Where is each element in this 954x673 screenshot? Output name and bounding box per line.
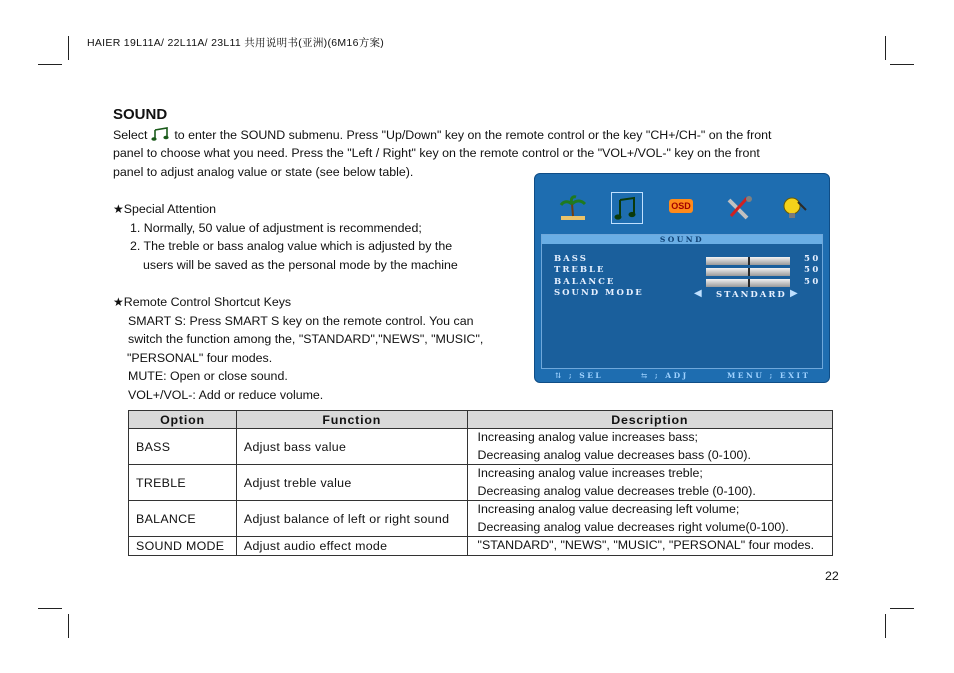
table-header-description: Description (467, 411, 832, 429)
description-line: Decreasing analog value decreases right volume(0-100). (477, 519, 789, 534)
function-cell: Adjust treble value (236, 465, 467, 501)
table-row (129, 537, 833, 556)
table-header-option: Option (129, 411, 237, 429)
osd-mode-value: STANDARD (716, 290, 787, 300)
sound-options-table (128, 410, 833, 556)
function-cell: Adjust bass value (236, 429, 467, 465)
left-right-arrows-icon: ⇆ (641, 371, 655, 380)
shortcut-line-1: SMART S: Press SMART S key on the remote control. You can (128, 313, 474, 328)
osd-row-bass: BASS (554, 254, 588, 264)
osd-footer-sel-label: ; SEL (568, 371, 604, 380)
attention-heading: Special Attention (123, 202, 217, 216)
function-cell: Adjust balance of left or right sound (236, 501, 467, 537)
crop-mark (38, 64, 62, 65)
osd-bass-value: 50 (804, 254, 821, 264)
osd-sound-submenu (541, 234, 823, 369)
description-line: Increasing analog value decreasing left volume; (477, 502, 740, 516)
special-attention (113, 200, 458, 274)
attention-item-2a: 2. The treble or bass analog value which is adjusted by the (130, 239, 453, 254)
osd-settings-icon (669, 192, 701, 224)
crop-mark (68, 614, 69, 638)
attention-item-1: 1. Normally, 50 value of adjustment is recommended; (130, 220, 422, 235)
table-header-row (129, 411, 833, 429)
osd-treble-value: 50 (804, 265, 821, 276)
slider-marker (748, 257, 750, 265)
intro-line-3: panel to adjust analog value or state (see below table). (113, 164, 414, 179)
crop-mark (890, 608, 914, 609)
page-number: 22 (825, 569, 839, 583)
osd-treble-slider (706, 268, 790, 276)
star-icon: ★ (113, 295, 124, 309)
shortcut-heading: Remote Control Shortcut Keys (123, 295, 292, 309)
shortcut-line-2: switch the function among the, "STANDARD","NEWS", "MUSIC", (128, 332, 484, 347)
osd-row-treble: TREBLE (554, 265, 606, 276)
picture-palm-icon (557, 192, 589, 224)
crop-mark (68, 36, 69, 60)
osd-row-values (804, 254, 821, 288)
osd-row-sound-mode: SOUND MODE (554, 287, 644, 298)
sound-music-icon (612, 193, 642, 223)
section-title: SOUND (113, 106, 168, 123)
sound-menu-tab (611, 192, 643, 224)
description-line: Increasing analog value increases treble; (477, 466, 703, 480)
osd-footer-sel (555, 371, 603, 380)
osd-row-balance: BALANCE (554, 276, 616, 287)
crop-mark (885, 614, 886, 638)
up-down-arrows-icon: ⇅ (555, 371, 569, 380)
crop-mark (885, 36, 886, 60)
shortcut-keys (113, 293, 483, 405)
slider-marker (748, 268, 750, 276)
table-header-function: Function (236, 411, 467, 429)
table-row (129, 501, 833, 537)
option-cell: BALANCE (129, 501, 237, 537)
document-header: HAIER 19L11A/ 22L11A/ 23L11 共用说明书(亚洲)(6M16方案) (87, 37, 385, 49)
description-cell (467, 429, 832, 465)
osd-footer-adj-label: ; ADJ (654, 371, 689, 380)
left-arrow-icon: ◀ (694, 288, 702, 299)
osd-row-labels (554, 254, 644, 299)
function-cell: Adjust audio effect mode (236, 537, 467, 556)
music-note-icon (151, 127, 171, 141)
osd-footer-adj (641, 371, 689, 380)
osd-menu-screenshot (534, 173, 830, 383)
option-cell: BASS (129, 429, 237, 465)
osd-submenu-title: SOUND (542, 235, 822, 244)
intro-rest-text: to enter the SOUND submenu. Press "Up/Down" key on the remote control or the key "CH+/CH-" on the front (170, 128, 772, 142)
right-arrow-icon: ▶ (790, 288, 798, 299)
description-line: Decreasing analog value decreases treble (0-100). (477, 483, 756, 498)
osd-bass-slider (706, 257, 790, 265)
osd-icon-label: OSD (669, 199, 693, 213)
tools-icon (723, 192, 755, 224)
attention-item-2b: users will be saved as the personal mode by the machine (143, 257, 458, 272)
description-cell (467, 501, 832, 537)
function-bulb-icon (778, 192, 810, 224)
osd-balance-slider (706, 279, 790, 287)
description-line: Increasing analog value increases bass; (477, 430, 698, 444)
crop-mark (890, 64, 914, 65)
option-cell: TREBLE (129, 465, 237, 501)
slider-marker (748, 279, 750, 287)
osd-footer-menu: MENU ; EXIT (727, 371, 811, 380)
intro-select-text: Select (113, 128, 148, 142)
shortcut-line-3: "PERSONAL" four modes. (127, 350, 273, 365)
table-row (129, 465, 833, 501)
option-cell: SOUND MODE (129, 537, 237, 556)
shortcut-line-4: MUTE: Open or close sound. (128, 369, 288, 384)
description-cell: "STANDARD", "NEWS", "MUSIC", "PERSONAL" four modes. (467, 537, 832, 556)
description-line: Decreasing analog value decreases bass (0-100). (477, 447, 751, 462)
description-cell (467, 465, 832, 501)
intro-line-2: panel to choose what you need. Press the "Left / Right" key on the remote control or the "VOL+/VOL-" key on the front (113, 146, 760, 161)
osd-balance-value: 50 (804, 276, 821, 287)
star-icon: ★ (113, 202, 124, 216)
table-row (129, 429, 833, 465)
crop-mark (38, 608, 62, 609)
shortcut-line-5: VOL+/VOL-: Add or reduce volume. (128, 387, 324, 402)
